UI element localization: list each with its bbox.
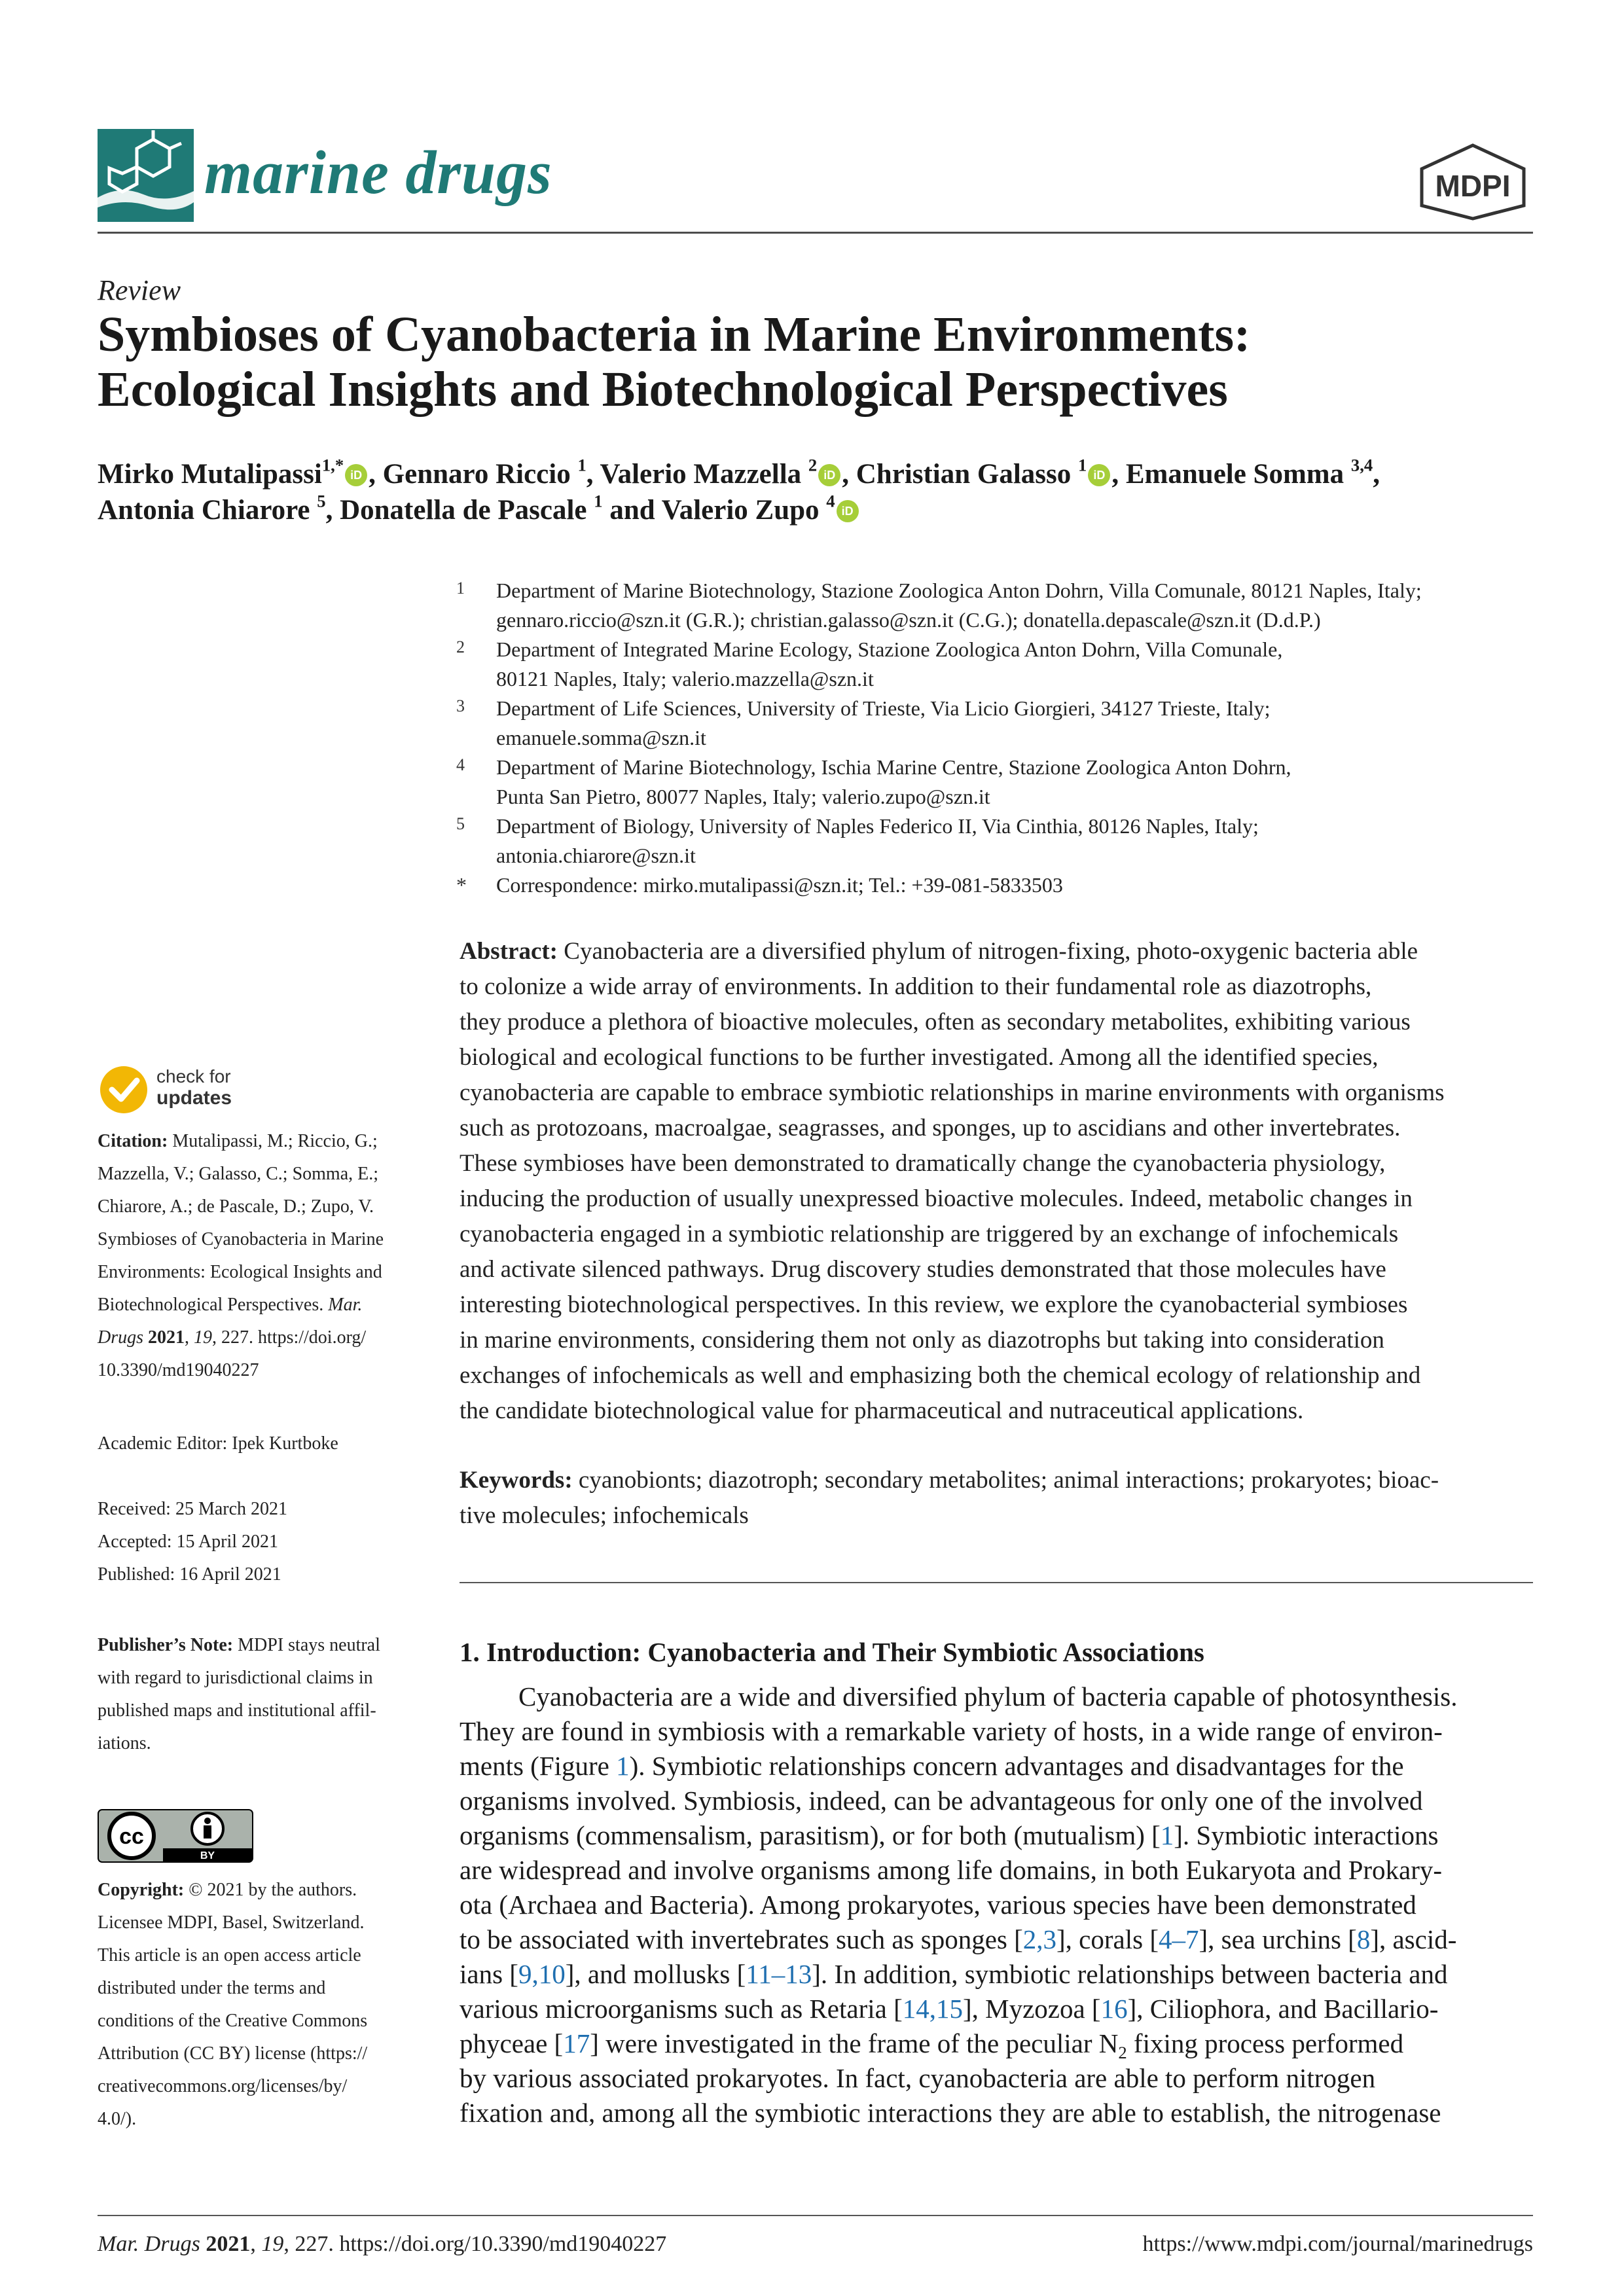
body-text: to be associated with invertebrates such as sponges [ — [460, 1924, 1023, 1954]
abstract-line: biological and ecological functions to be further investigated. Among all the identified species, — [460, 1044, 1379, 1071]
section-heading: 1. Introduction: Cyanobacteria and Their Symbiotic Associations — [460, 1637, 1204, 1667]
keywords-line: tive molecules; infochemicals — [460, 1502, 749, 1529]
copyright-line: conditions of the Creative Commons — [98, 2011, 368, 2031]
body-text: various microorganisms such as Retaria [ — [460, 1994, 903, 2024]
citation-line: Symbioses of Cyanobacteria in Marine — [98, 1229, 384, 1249]
reference-link[interactable]: 16 — [1100, 1994, 1128, 2024]
copyright-text: © 2021 by the authors. — [184, 1880, 357, 1900]
author-name[interactable]: , Valerio Mazzella — [586, 459, 802, 490]
body-line — [460, 1820, 1439, 1851]
copyright-line: This article is an open access article — [98, 1945, 361, 1965]
abstract-text: Cyanobacteria are a diversified phylum of nitrogen-fixing, photo-oxygenic bacteria able — [558, 938, 1418, 965]
article-type: Review — [98, 274, 181, 306]
keywords-label: Keywords: — [460, 1467, 573, 1494]
body-text: ], ascid- — [1370, 1924, 1457, 1954]
footer-volume: 19 — [261, 2232, 284, 2256]
accepted-date: Accepted: 15 April 2021 — [98, 1532, 279, 1552]
abstract-divider — [460, 1582, 1533, 1583]
reference-link[interactable]: 17 — [563, 2028, 590, 2058]
affiliation-number: 1 — [456, 579, 465, 598]
author-name[interactable]: , Donatella de Pascale — [325, 495, 587, 526]
body-text: ). Symbiotic relationships concern advantages and disadvantages for the — [629, 1751, 1404, 1781]
reference-link[interactable]: 8 — [1356, 1924, 1371, 1954]
body-line: are widespread and involve organisms among life domains, in both Eukaryota and Prokary- — [460, 1855, 1443, 1885]
body-line — [460, 1750, 1404, 1782]
footer-text: , — [250, 2232, 262, 2256]
article-title-line-2: Ecological Insights and Biotechnological Perspectives — [98, 362, 1228, 417]
footer-divider — [98, 2215, 1533, 2216]
citation-text: Mutalipassi, M.; Riccio, G.; — [168, 1131, 378, 1151]
publisher-note-line: iations. — [98, 1733, 151, 1753]
citation-line — [98, 1131, 378, 1152]
body-text: ], Ciliophora, and Bacillario- — [1127, 1994, 1439, 2024]
abstract-line: in marine environments, considering them not only as diazotrophs but taking into consideration — [460, 1327, 1384, 1354]
author-affiliation-sup: 1 — [594, 491, 603, 511]
author-affiliation-sup: 1 — [577, 455, 586, 475]
abstract-line: cyanobacteria are capable to embrace symbiotic relationships in marine environments with organisms — [460, 1079, 1445, 1106]
affiliation-line: Department of Biology, University of Naples Federico II, Via Cinthia, 80126 Naples, Italy; — [496, 814, 1259, 838]
citation-journal: Mar. — [328, 1295, 363, 1315]
copyright-label: Copyright: — [98, 1880, 185, 1900]
affiliation-line: Department of Life Sciences, University of Trieste, Via Licio Giorgieri, 34127 Trieste, Italy; — [496, 696, 1271, 720]
author-name[interactable]: , Emanuele Somma — [1111, 459, 1344, 490]
check-updates-icon — [98, 1064, 150, 1116]
publisher-note-line — [98, 1635, 380, 1656]
reference-link[interactable]: 2,3 — [1022, 1924, 1057, 1954]
publisher-note-line: with regard to jurisdictional claims in — [98, 1668, 373, 1688]
citation-line — [98, 1295, 362, 1316]
journal-logo-icon — [98, 129, 194, 222]
abstract-line: they produce a plethora of bioactive molecules, often as secondary metabolites, exhibiting various — [460, 1009, 1411, 1035]
citation-journal: Drugs — [98, 1327, 144, 1348]
body-text: ]. In addition, symbiotic relationships between bacteria and — [812, 1959, 1448, 1989]
body-line — [460, 2028, 1403, 2063]
citation-line: Chiarore, A.; de Pascale, D.; Zupo, V. — [98, 1196, 374, 1217]
received-date: Received: 25 March 2021 — [98, 1499, 288, 1519]
citation-text: , — [185, 1327, 194, 1348]
abstract-line: and activate silenced pathways. Drug discovery studies demonstrated that those molecules have — [460, 1256, 1386, 1283]
citation-volume: 19 — [194, 1327, 213, 1348]
orcid-icon[interactable]: iD — [837, 500, 859, 522]
abstract-line: to colonize a wide array of environments. In addition to their fundamental role as diazotrophs, — [460, 973, 1372, 1000]
body-text: ], and mollusks [ — [565, 1959, 746, 1989]
abstract-line: the candidate biotechnological value for pharmaceutical and nutraceutical applications. — [460, 1397, 1304, 1424]
affiliation-line: Department of Marine Biotechnology, Ischia Marine Centre, Stazione Zoologica Anton Dohrn, — [496, 755, 1291, 779]
license-link[interactable]: 4.0/). — [98, 2109, 137, 2129]
citation-doi-link[interactable]: 10.3390/md19040227 — [98, 1360, 259, 1380]
body-line: by various associated prokaryotes. In fact, cyanobacteria are able to perform nitrogen — [460, 2063, 1376, 2093]
footer-year: 2021 — [200, 2232, 251, 2256]
copyright-line — [98, 1880, 357, 1901]
body-text: organisms (commensalism, parasitism), or for both (mutualism) [ — [460, 1820, 1161, 1850]
subscript: 2 — [1118, 2043, 1127, 2063]
reference-link[interactable]: 9,10 — [518, 1959, 566, 1989]
check-for-updates-button[interactable] — [98, 1064, 294, 1116]
article-title-line-1: Symbioses of Cyanobacteria in Marine Environments: — [98, 307, 1251, 362]
copyright-line: Licensee MDPI, Basel, Switzerland. — [98, 1912, 365, 1933]
abstract-line — [460, 937, 1418, 965]
body-line: They are found in symbiosis with a remarkable variety of hosts, in a wide range of environ- — [460, 1716, 1443, 1746]
keywords-text: cyanobionts; diazotroph; secondary metabolites; animal interactions; prokaryotes; bioac- — [572, 1467, 1439, 1494]
author-separator: , — [1373, 459, 1380, 490]
abstract-line: These symbioses have been demonstrated to dramatically change the cyanobacteria physiology, — [460, 1150, 1386, 1177]
affiliation-line: emanuele.somma@szn.it — [496, 726, 706, 749]
author-affiliation-sup: 4 — [826, 491, 835, 511]
cc-text: cc — [119, 1824, 144, 1849]
published-date: Published: 16 April 2021 — [98, 1564, 281, 1585]
body-text: phyceae [ — [460, 2028, 564, 2058]
license-link[interactable]: creativecommons.org/licenses/by/ — [98, 2076, 348, 2096]
affiliation-line: Department of Marine Biotechnology, Stazione Zoologica Anton Dohrn, Villa Comunale, 80121 Naples, Italy; — [496, 579, 1422, 602]
body-line: fixation and, among all the symbiotic interactions they are able to establish, the nitrogenase — [460, 2098, 1441, 2128]
copyright-line: Attribution (CC BY) license (https:// — [98, 2043, 368, 2064]
author-name[interactable]: and Valerio Zupo — [602, 495, 820, 526]
footer-doi-link[interactable]: , 227. https://doi.org/10.3390/md19040227 — [283, 2232, 667, 2256]
affiliation-line: Punta San Pietro, 80077 Naples, Italy; valerio.zupo@szn.it — [496, 785, 990, 808]
citation-line — [98, 1327, 366, 1348]
footer-citation — [98, 2232, 666, 2257]
body-line — [460, 1993, 1438, 2024]
body-text: ] were investigated in the frame of the peculiar N — [590, 2028, 1119, 2058]
affiliation-number: 2 — [456, 637, 465, 656]
check-updates-line-1: check for — [156, 1066, 231, 1086]
reference-link[interactable]: 14,15 — [902, 1994, 963, 2024]
correspondence-line: Correspondence: mirko.mutalipassi@szn.it; Tel.: +39-081-5833503 — [496, 873, 1063, 897]
citation-line: Mazzella, V.; Galasso, C.; Somma, E.; — [98, 1164, 379, 1184]
affiliation-line: antonia.chiarore@szn.it — [496, 844, 696, 867]
orcid-icon[interactable]: iD — [818, 464, 840, 486]
body-text: ], sea urchins [ — [1199, 1924, 1357, 1954]
body-line: organisms involved. Symbiosis, indeed, can be advantageous for only one of the involved — [460, 1785, 1423, 1816]
check-updates-line-2: updates — [156, 1087, 232, 1109]
orcid-icon[interactable]: iD — [345, 464, 367, 486]
body-text: ments (Figure — [460, 1751, 617, 1781]
author-affiliation-sup: 3,4 — [1350, 455, 1373, 475]
author-affiliation-sup: 1,* — [321, 455, 344, 475]
affiliation-number: * — [456, 873, 467, 897]
author-name[interactable]: , Christian Galasso — [842, 459, 1072, 490]
body-text: ians [ — [460, 1959, 518, 1989]
author-name[interactable]: , Gennaro Riccio — [369, 459, 571, 490]
reference-link[interactable]: 1 — [1160, 1820, 1174, 1850]
orcid-icon[interactable]: iD — [1088, 464, 1110, 486]
body-line — [460, 1958, 1447, 1990]
authors-line-1 — [98, 455, 1380, 490]
author-affiliation-sup: 2 — [808, 455, 818, 475]
mdpi-logo-text: MDPI — [1435, 169, 1511, 203]
citation-year: 2021 — [143, 1327, 185, 1348]
affiliation-line: gennaro.riccio@szn.it (G.R.); christian.galasso@szn.it (C.G.); donatella.depascale@szn.it (D.d.P.) — [496, 608, 1321, 632]
author-name[interactable]: Antonia Chiarore — [98, 495, 310, 526]
keywords-line — [460, 1466, 1439, 1494]
authors-line-2 — [98, 491, 860, 526]
reference-link[interactable]: 4–7 — [1158, 1924, 1199, 1954]
publisher-note-line: published maps and institutional affil- — [98, 1700, 376, 1721]
journal-name: marine drugs — [204, 139, 552, 207]
body-text: ], corals [ — [1056, 1924, 1159, 1954]
figure-link[interactable]: 1 — [616, 1751, 630, 1781]
affiliation-number: 3 — [456, 696, 465, 715]
citation-text: Biotechnological Perspectives. — [98, 1295, 329, 1315]
citation-line: Environments: Ecological Insights and — [98, 1262, 382, 1282]
abstract-line: interesting biotechnological perspectives. In this review, we explore the cyanobacterial symbioses — [460, 1291, 1408, 1318]
reference-link[interactable]: 11–13 — [746, 1959, 812, 1989]
abstract-line: such as protozoans, macroalgae, seagrasses, and sponges, up to ascidians and other invertebrates. — [460, 1115, 1401, 1141]
academic-editor: Academic Editor: Ipek Kurtboke — [98, 1433, 338, 1454]
author-affiliation-sup: 1 — [1078, 455, 1087, 475]
cc-by-license-icon[interactable] — [98, 1809, 253, 1863]
affiliation-line: Department of Integrated Marine Ecology, Stazione Zoologica Anton Dohrn, Villa Comunale, — [496, 637, 1283, 661]
abstract-line: exchanges of infochemicals as well and emphasizing both the chemical ecology of relationship and — [460, 1362, 1421, 1389]
body-line: ota (Archaea and Bacteria). Among prokaryotes, various species have been demonstrated — [460, 1890, 1416, 1920]
affiliation-number: 4 — [456, 755, 465, 774]
body-line: Cyanobacteria are a wide and diversified phylum of bacteria capable of photosynthesis. — [518, 1681, 1458, 1712]
body-text: ], Myzozoa [ — [962, 1994, 1101, 2024]
abstract-label: Abstract: — [460, 938, 558, 965]
affiliation-line: 80121 Naples, Italy; valerio.mazzella@szn.it — [496, 667, 874, 691]
cc-by-text: BY — [200, 1850, 215, 1861]
footer-journal-url[interactable]: https://www.mdpi.com/journal/marinedrugs — [1142, 2232, 1533, 2256]
abstract-line: inducing the production of usually unexpressed bioactive molecules. Indeed, metabolic changes in — [460, 1185, 1413, 1212]
publisher-note-label: Publisher’s Note: — [98, 1635, 234, 1655]
citation-label: Citation: — [98, 1131, 168, 1151]
citation-doi-link[interactable]: , 227. https://doi.org/ — [212, 1327, 367, 1348]
body-line — [460, 1924, 1456, 1955]
affiliation-number: 5 — [456, 814, 465, 833]
body-text: ]. Symbiotic interactions — [1174, 1820, 1439, 1850]
abstract-line: cyanobacteria engaged in a symbiotic relationship are triggered by an exchange of infochemicals — [460, 1221, 1399, 1247]
publisher-note-text: MDPI stays neutral — [233, 1635, 380, 1655]
author-name[interactable]: Mirko Mutalipassi — [98, 459, 322, 490]
author-affiliation-sup: 5 — [317, 491, 326, 511]
mdpi-logo[interactable] — [1414, 143, 1532, 221]
footer-journal: Mar. Drugs — [98, 2232, 200, 2256]
header-divider — [98, 232, 1533, 234]
copyright-line: distributed under the terms and — [98, 1978, 326, 1998]
body-text: fixing process performed — [1127, 2028, 1404, 2058]
